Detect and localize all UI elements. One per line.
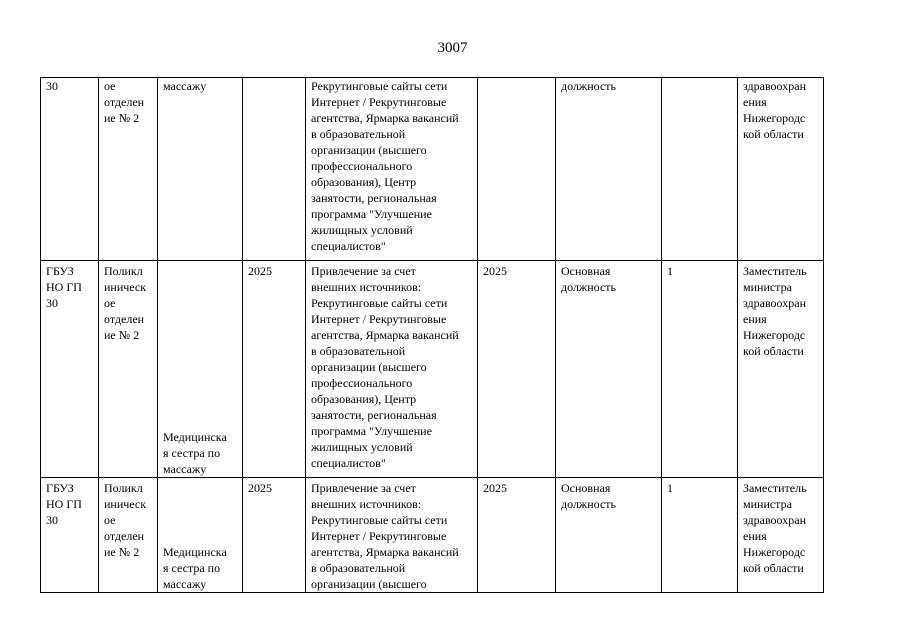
position-cell: массажу [158,78,243,261]
table-row [41,478,824,593]
employment-type-cell: Основная должность [556,478,662,593]
year-cell: 2025 [243,478,306,593]
org-cell: 30 [41,78,99,261]
table-row [41,78,824,261]
count-cell: 1 [662,261,738,478]
department-cell: Поликл иническ ое отделен ие № 2 [99,478,158,593]
responsible-cell: Заместитель министра здравоохран ения Нижегородс кой области [738,261,824,478]
year-cell: 2025 [243,261,306,478]
employment-type-cell: должность [556,78,662,261]
vacancy-table [40,77,824,593]
table-row [41,261,824,478]
department-cell: Поликл иническ ое отделен ие № 2 [99,261,158,478]
deadline-cell [478,78,556,261]
page-number: 3007 [437,40,468,56]
deadline-cell: 2025 [478,261,556,478]
responsible-cell: Заместитель министра здравоохран ения Нижегородс кой области [738,478,824,593]
responsible-cell: здравоохран ения Нижегородс кой области [738,78,824,261]
department-cell: ое отделен ие № 2 [99,78,158,261]
position-cell [158,478,243,593]
method-cell: Рекрутинговые сайты сети Интернет / Рекрутинговые агентства, Ярмарка вакансий в образовательной организации (высшего профессионального образования), Центр занятости, региональная программа "Улучшение жилищных условий специалистов" [306,78,478,261]
employment-type-cell: Основная должность [556,261,662,478]
position-cell [158,261,243,478]
year-cell [243,78,306,261]
org-cell: ГБУЗ НО ГП 30 [41,478,99,593]
count-cell [662,78,738,261]
count-cell: 1 [662,478,738,593]
deadline-cell: 2025 [478,478,556,593]
position-text: Медицинска я сестра по массажу [163,430,227,476]
position-text: Медицинска я сестра по массажу [163,545,227,591]
method-cell: Привлечение за счет внешних источников: Рекрутинговые сайты сети Интернет / Рекрутинговые агентства, Ярмарка вакансий в образовательной организации (высшего [306,478,478,593]
org-cell: ГБУЗ НО ГП 30 [41,261,99,478]
method-cell: Привлечение за счет внешних источников: Рекрутинговые сайты сети Интернет / Рекрутинговые агентства, Ярмарка вакансий в образовательной организации (высшего профессионального образования), Центр занятости, региональная программа "Улучшение жилищных условий специалистов" [306,261,478,478]
